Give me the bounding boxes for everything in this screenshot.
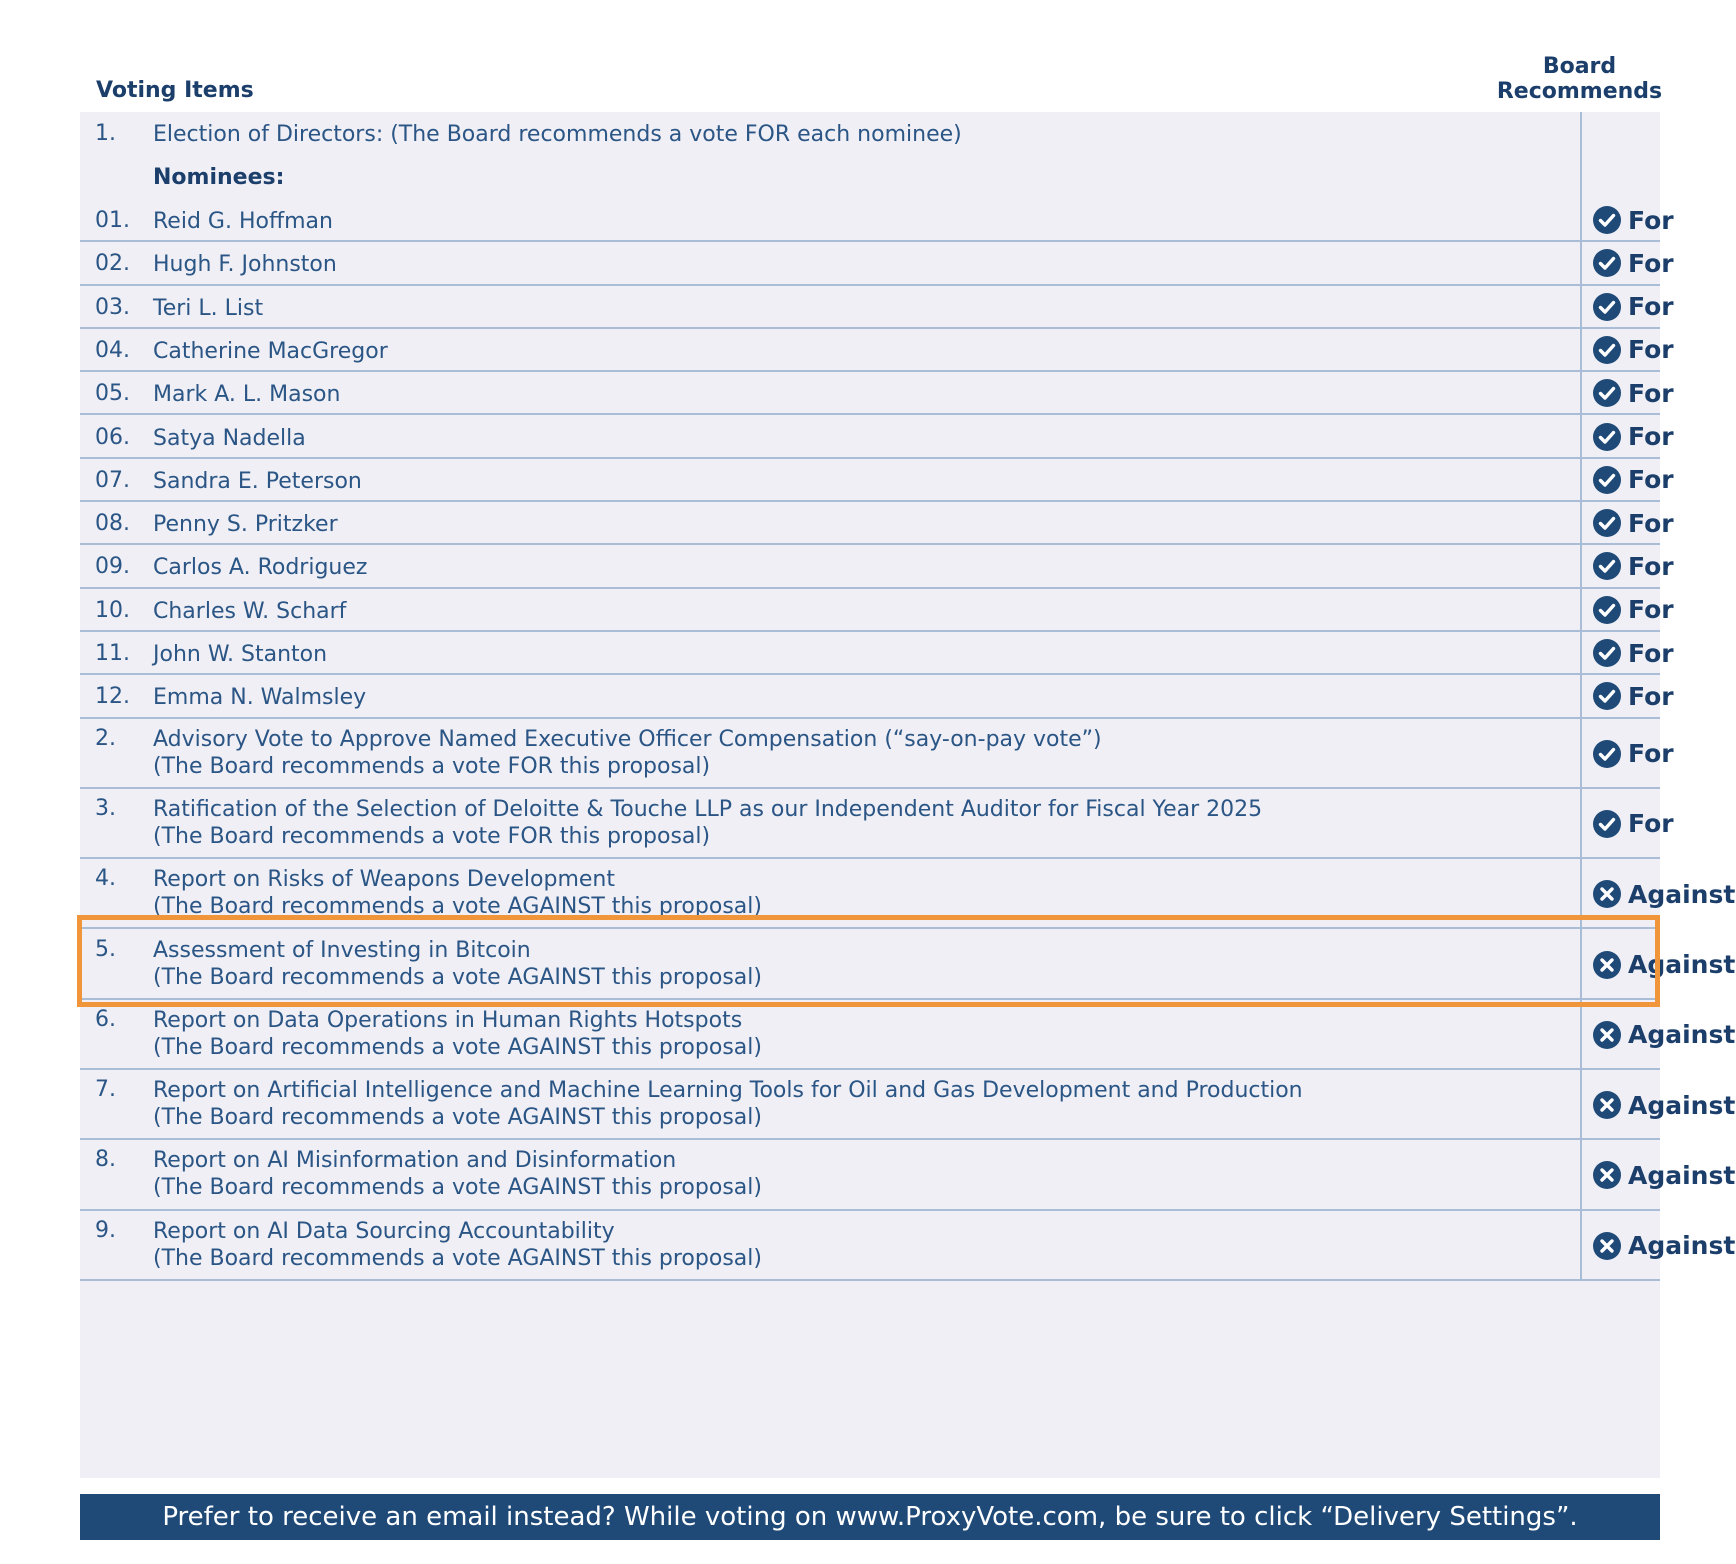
recommendation-label: Against <box>1628 1090 1736 1120</box>
nominee-name: Hugh F. Johnston <box>153 252 337 278</box>
recommendation-label: For <box>1628 508 1674 538</box>
nominee-row <box>80 632 1674 675</box>
recommendation-label: For <box>1628 378 1674 408</box>
nominee-number: 07. <box>95 467 130 493</box>
proposal-number: 5. <box>95 936 116 962</box>
nominee-row <box>80 242 1674 285</box>
recommendation-label: Against <box>1628 950 1736 979</box>
nominee-row <box>80 459 1674 502</box>
nominee-number: 11. <box>95 641 130 666</box>
proposal-note: (The Board recommends a vote AGAINST this proposal) <box>153 894 762 920</box>
nominee-name: Sandra E. Peterson <box>153 468 362 494</box>
recommendation <box>1586 465 1674 495</box>
proposal-1-row <box>80 112 1660 156</box>
proposal-text <box>153 866 762 922</box>
recommendation-label: For <box>1628 248 1674 278</box>
proposal-number: 1. <box>95 121 116 146</box>
recommendation <box>1586 378 1674 408</box>
recommendation <box>1586 335 1674 365</box>
check-circle-icon <box>1592 739 1622 769</box>
proposal-row <box>80 789 1674 859</box>
check-circle-icon <box>1592 465 1622 495</box>
board-recommends-header <box>1492 54 1667 104</box>
recommendation <box>1586 508 1674 538</box>
nominee-row <box>80 286 1674 329</box>
recommendation-label: For <box>1628 292 1674 322</box>
recommendation <box>1586 1231 1735 1261</box>
nominee-number: 05. <box>95 381 130 407</box>
proposal-title: Ratification of the Selection of Deloitte & Touche LLP as our Independent Auditor for Fiscal Year 2025 <box>153 796 1263 822</box>
recommendation-label: For <box>1628 809 1674 839</box>
voting-items-table <box>80 112 1736 1478</box>
check-circle-icon <box>1592 681 1622 711</box>
proposal-number: 2. <box>95 725 116 751</box>
proposal-note: (The Board recommends a vote AGAINST this proposal) <box>153 1175 762 1201</box>
proposal-note: (The Board recommends a vote AGAINST this proposal) <box>153 1105 762 1131</box>
nominee-name: Charles W. Scharf <box>153 598 347 624</box>
nominee-name: Emma N. Walmsley <box>153 685 367 711</box>
proposal-number: 7. <box>95 1077 116 1103</box>
nominee-number: 09. <box>95 554 130 580</box>
nominees-label-row <box>80 155 1660 199</box>
recommendation <box>1586 879 1735 909</box>
nominee-row <box>80 589 1674 632</box>
recommendation <box>1586 681 1674 711</box>
recommendation-label: For <box>1628 205 1674 235</box>
proposal-text <box>153 1218 762 1272</box>
recommendation-label: For <box>1628 638 1674 668</box>
check-circle-icon <box>1592 809 1622 839</box>
check-circle-icon <box>1592 422 1622 452</box>
x-circle-icon <box>1592 1231 1622 1261</box>
proposal-number: 3. <box>95 795 116 821</box>
nominee-number: 12. <box>95 684 130 710</box>
nominee-name: Satya Nadella <box>153 425 306 451</box>
check-circle-icon <box>1592 508 1622 538</box>
recommendation <box>1586 248 1674 278</box>
nominee-number: 03. <box>95 294 130 320</box>
proposal-number: 6. <box>95 1006 116 1032</box>
voting-items-header: Voting Items <box>96 78 254 103</box>
recommendation <box>1586 422 1674 452</box>
recommendation-label: Against <box>1628 879 1736 909</box>
recommendation <box>1586 1160 1735 1190</box>
nominee-row <box>80 675 1674 718</box>
proposal-title: Election of Directors: (The Board recommends a vote FOR each nominee) <box>153 122 962 147</box>
recommendation <box>1586 595 1674 625</box>
proposal-row <box>80 719 1674 789</box>
nominee-row <box>80 416 1674 459</box>
nominee-number: 06. <box>95 424 130 450</box>
proposal-text <box>153 796 1262 850</box>
proposal-title: Advisory Vote to Approve Named Executive Officer Compensation (“say-on-pay vote”) <box>153 726 1102 752</box>
recommendation-label: For <box>1628 422 1674 451</box>
proposal-note: (The Board recommends a vote FOR this proposal) <box>153 823 711 849</box>
check-circle-icon <box>1592 551 1622 581</box>
proposal-row <box>80 1140 1736 1210</box>
check-circle-icon <box>1592 248 1622 278</box>
proposal-text <box>153 1147 762 1201</box>
nominee-number: 04. <box>95 337 130 363</box>
proposal-title: Report on AI Misinformation and Disinformation <box>153 1148 677 1174</box>
check-circle-icon <box>1592 378 1622 408</box>
recommendation <box>1586 1020 1735 1050</box>
nominee-name: Mark A. L. Mason <box>153 382 341 408</box>
x-circle-icon <box>1592 1090 1622 1120</box>
proposal-row <box>80 1211 1736 1281</box>
recommendation-label: Against <box>1628 1160 1736 1190</box>
proposal-title: Report on Artificial Intelligence and Machine Learning Tools for Oil and Gas Development and Production <box>153 1078 1303 1104</box>
nominee-number: 02. <box>95 251 130 277</box>
recommendation-label: Against <box>1628 1231 1736 1261</box>
recommendation-label: For <box>1628 465 1674 495</box>
board-recommends-line2: Recommends <box>1496 79 1663 104</box>
proposal-number: 4. <box>95 866 116 892</box>
recommendation <box>1586 638 1674 668</box>
proposal-title: Assessment of Investing in Bitcoin <box>153 937 531 963</box>
proposal-title: Report on Data Operations in Human Rights Hotspots <box>153 1007 743 1033</box>
proposal-text <box>153 726 1102 780</box>
nominee-name: Penny S. Pritzker <box>153 512 338 538</box>
nominee-number: 01. <box>95 208 130 233</box>
nominee-name: Teri L. List <box>153 295 264 321</box>
proposal-title: Report on Risks of Weapons Development <box>153 867 615 893</box>
proposal-note: (The Board recommends a vote FOR this proposal) <box>153 753 711 779</box>
check-circle-icon <box>1592 292 1622 322</box>
nominee-row <box>80 545 1674 588</box>
proposal-text <box>153 1007 762 1061</box>
nominee-name: Catherine MacGregor <box>153 338 388 364</box>
x-circle-icon <box>1592 1020 1622 1050</box>
recommendation-label: For <box>1628 595 1674 625</box>
nominee-number: 08. <box>95 511 130 537</box>
recommendation <box>1586 292 1674 322</box>
nominee-number: 10. <box>95 597 130 623</box>
recommendation-label: For <box>1628 335 1674 365</box>
proposal-note: (The Board recommends a vote AGAINST this proposal) <box>153 964 762 990</box>
check-circle-icon <box>1592 205 1622 235</box>
proposal-number: 9. <box>95 1217 116 1243</box>
recommendation-label: For <box>1628 681 1674 711</box>
proposal-note: (The Board recommends a vote AGAINST this proposal) <box>153 1245 762 1271</box>
recommendation <box>1586 809 1674 839</box>
recommendation <box>1586 1090 1735 1120</box>
nominee-name: John W. Stanton <box>153 642 328 667</box>
nominee-name: Reid G. Hoffman <box>153 209 333 234</box>
recommendation <box>1586 551 1674 581</box>
recommendation <box>1586 205 1674 235</box>
nominee-row <box>80 199 1674 242</box>
proposal-title: Report on AI Data Sourcing Accountability <box>153 1218 615 1244</box>
recommendation-label: For <box>1628 739 1674 769</box>
proposal-text <box>153 1077 1303 1131</box>
nominee-row <box>80 372 1674 415</box>
proposal-row <box>80 1000 1736 1070</box>
check-circle-icon <box>1592 638 1622 668</box>
recommendation-label: For <box>1628 551 1674 581</box>
board-recommends-line1: Board <box>1542 54 1617 79</box>
highlight-box <box>77 915 1660 1007</box>
footer-banner: Prefer to receive an email instead? While voting on www.ProxyVote.com, be sure to click “Delivery Settings”. <box>80 1494 1660 1540</box>
proposal-number: 8. <box>95 1147 116 1173</box>
proposal-note: (The Board recommends a vote AGAINST this proposal) <box>153 1034 762 1060</box>
check-circle-icon <box>1592 335 1622 365</box>
proposal-row <box>80 1070 1736 1140</box>
nominee-name: Carlos A. Rodriguez <box>153 555 368 581</box>
nominees-label: Nominees: <box>153 165 285 190</box>
recommendation <box>1586 739 1674 769</box>
check-circle-icon <box>1592 595 1622 625</box>
recommendation-label: Against <box>1628 1020 1736 1050</box>
x-circle-icon <box>1592 879 1622 909</box>
nominee-row <box>80 502 1674 545</box>
x-circle-icon <box>1592 1160 1622 1190</box>
nominee-row <box>80 329 1674 372</box>
